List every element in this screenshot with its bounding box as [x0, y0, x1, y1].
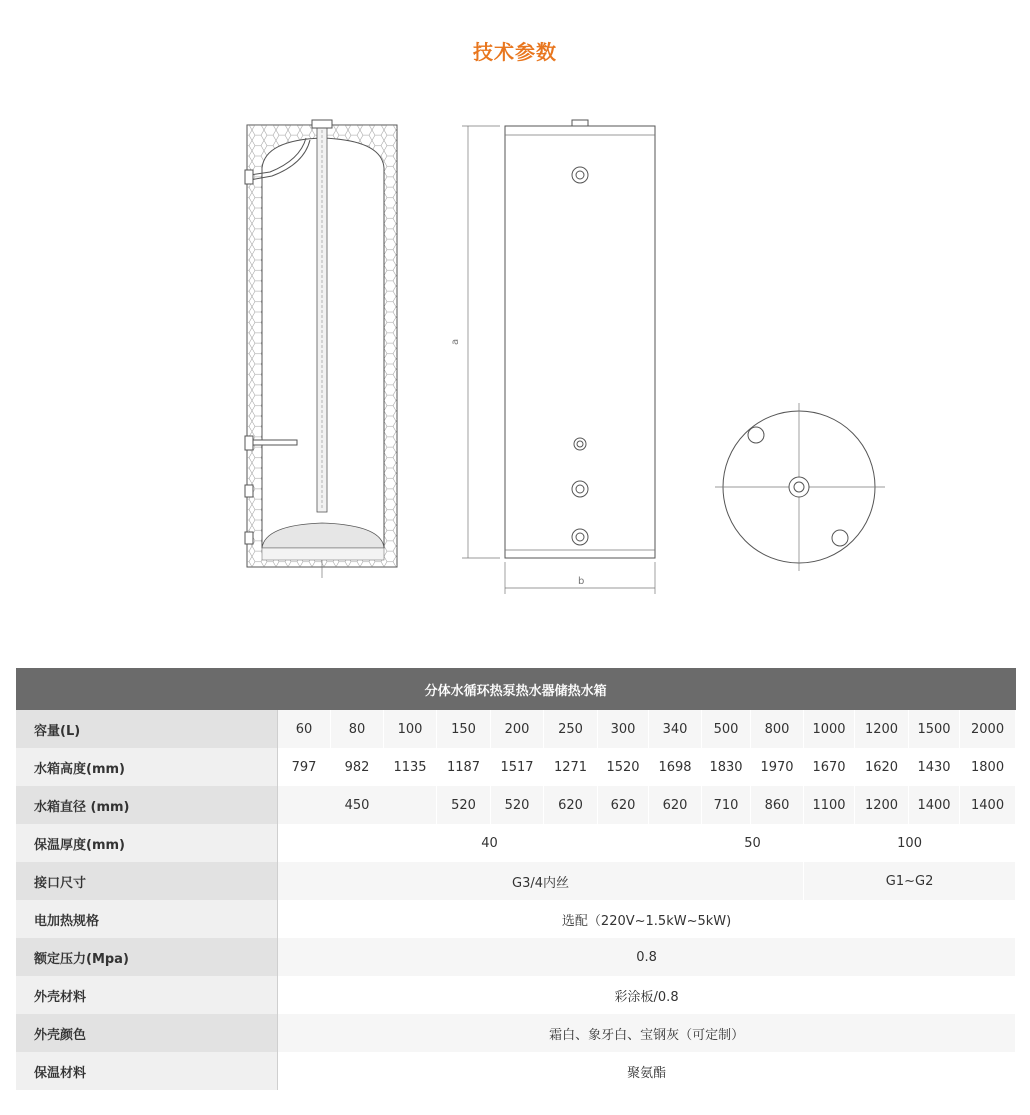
row-label: 外壳材料	[16, 976, 278, 1014]
table-cell: 300	[598, 710, 649, 748]
table-cell: 选配（220V~1.5kW~5kW)	[278, 900, 1016, 938]
table-cell: 1200	[855, 786, 909, 824]
table-row	[16, 1014, 1016, 1052]
table-cell: 797	[278, 748, 331, 786]
table-cell: 150	[437, 710, 491, 748]
table-cell: 620	[598, 786, 649, 824]
page-title: 技术参数	[473, 40, 557, 64]
spec-table	[15, 668, 1016, 1090]
cross-section-view	[245, 120, 397, 578]
table-cell: 800	[751, 710, 804, 748]
table-cell: 彩涂板/0.8	[278, 976, 1016, 1014]
table-row	[16, 710, 1016, 748]
table-row	[16, 900, 1016, 938]
table-cell: 60	[278, 710, 331, 748]
table-cell: 500	[702, 710, 751, 748]
table-cell: 860	[751, 786, 804, 824]
row-label: 电加热规格	[16, 900, 278, 938]
table-cell: 520	[491, 786, 544, 824]
table-cell: 620	[544, 786, 598, 824]
table-cell: 1187	[437, 748, 491, 786]
table-header-row	[16, 668, 1016, 710]
table-cell: 1670	[804, 748, 855, 786]
table-cell: 710	[702, 786, 751, 824]
table-cell: 1200	[855, 710, 909, 748]
table-cell: 80	[331, 710, 384, 748]
row-label: 额定压力(Mpa)	[16, 938, 278, 976]
row-label: 容量(L)	[16, 710, 278, 748]
table-cell: 1970	[751, 748, 804, 786]
table-cell: 1271	[544, 748, 598, 786]
table-cell: 1830	[702, 748, 751, 786]
row-label: 水箱高度(mm)	[16, 748, 278, 786]
table-cell: 0.8	[278, 938, 1016, 976]
table-cell: 200	[491, 710, 544, 748]
row-label: 保温厚度(mm)	[16, 824, 278, 862]
row-label: 接口尺寸	[16, 862, 278, 900]
table-cell: 450	[278, 786, 437, 824]
table-cell: 1800	[960, 748, 1016, 786]
table-cell: 1400	[960, 786, 1016, 824]
height-dimension-label: a	[450, 338, 461, 345]
table-row	[16, 938, 1016, 976]
table-cell: 520	[437, 786, 491, 824]
table-cell: 1520	[598, 748, 649, 786]
table-cell: 1430	[909, 748, 960, 786]
table-cell: 250	[544, 710, 598, 748]
table-row	[16, 824, 1016, 862]
table-cell: 1100	[804, 786, 855, 824]
table-cell: G3/4内丝	[278, 862, 804, 900]
table-cell: 40	[278, 824, 702, 862]
top-view	[715, 403, 885, 571]
table-row	[16, 1052, 1016, 1090]
table-cell: 1620	[855, 748, 909, 786]
table-cell: 1517	[491, 748, 544, 786]
table-row	[16, 862, 1016, 900]
table-cell: 982	[331, 748, 384, 786]
table-cell: 340	[649, 710, 702, 748]
table-cell: 1400	[909, 786, 960, 824]
table-cell: 1135	[384, 748, 437, 786]
table-row	[16, 786, 1016, 824]
table-cell: 100	[384, 710, 437, 748]
table-cell: 2000	[960, 710, 1016, 748]
table-cell: 1000	[804, 710, 855, 748]
front-view	[462, 120, 655, 594]
row-label: 外壳颜色	[16, 1014, 278, 1052]
table-cell: 50	[702, 824, 804, 862]
diameter-dimension-label: b	[578, 576, 585, 587]
row-label: 水箱直径 (mm)	[16, 786, 278, 824]
table-cell: 1698	[649, 748, 702, 786]
table-cell: 1500	[909, 710, 960, 748]
table-header: 分体水循环热泵热水器储热水箱	[16, 668, 1016, 710]
table-cell: G1~G2	[804, 862, 1016, 900]
table-cell: 聚氨酯	[278, 1052, 1016, 1090]
table-cell: 霜白、象牙白、宝钢灰（可定制）	[278, 1014, 1016, 1052]
table-row	[16, 976, 1016, 1014]
table-cell: 100	[804, 824, 1016, 862]
table-cell: 620	[649, 786, 702, 824]
table-row	[16, 748, 1016, 786]
row-label: 保温材料	[16, 1052, 278, 1090]
